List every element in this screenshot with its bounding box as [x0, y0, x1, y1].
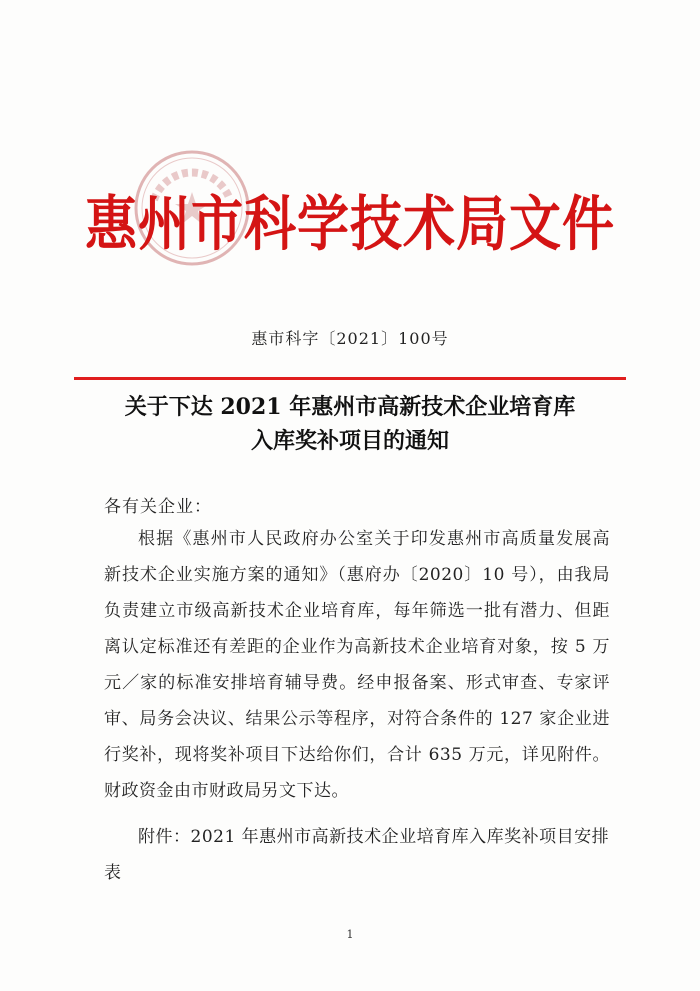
body-paragraph: 根据《惠州市人民政府办公室关于印发惠州市高质量发展高新技术企业实施方案的通知》（惠府办〔2020〕10 号），由我局负责建立市级高新技术企业培育库，每年筛选一批有潜力、但距离认定标准还有差距的企业作为高新技术企业培育对象，按 5 万元／家的标准安排培育辅导费。经申报备案、形式审查、专家评审、局务会决议、结果公示等程序，对符合条件的 127 家企业进行奖补，现将奖补项目下达给你们，合计 635 万元，详见附件。财政资金由市财政局另文下达。 [104, 529, 610, 801]
salutation: 各有关企业： [104, 497, 212, 517]
notice-title-line2: 入库奖补项目的通知 [250, 428, 449, 454]
attachment-note [104, 819, 610, 891]
document-header-title: 惠州市科学技术局文件 [84, 189, 615, 260]
attachment-text: 附件：2021 年惠州市高新技术企业培育库入库奖补项目安排表 [104, 827, 610, 883]
document-number: 惠市科字〔2021〕100号 [251, 329, 449, 348]
body-text [104, 521, 610, 809]
red-divider-line [74, 377, 626, 380]
page-number: 1 [346, 928, 354, 941]
notice-title [60, 390, 640, 458]
notice-title-line1: 关于下达 2021 年惠州市高新技术企业培育库 [124, 394, 576, 420]
